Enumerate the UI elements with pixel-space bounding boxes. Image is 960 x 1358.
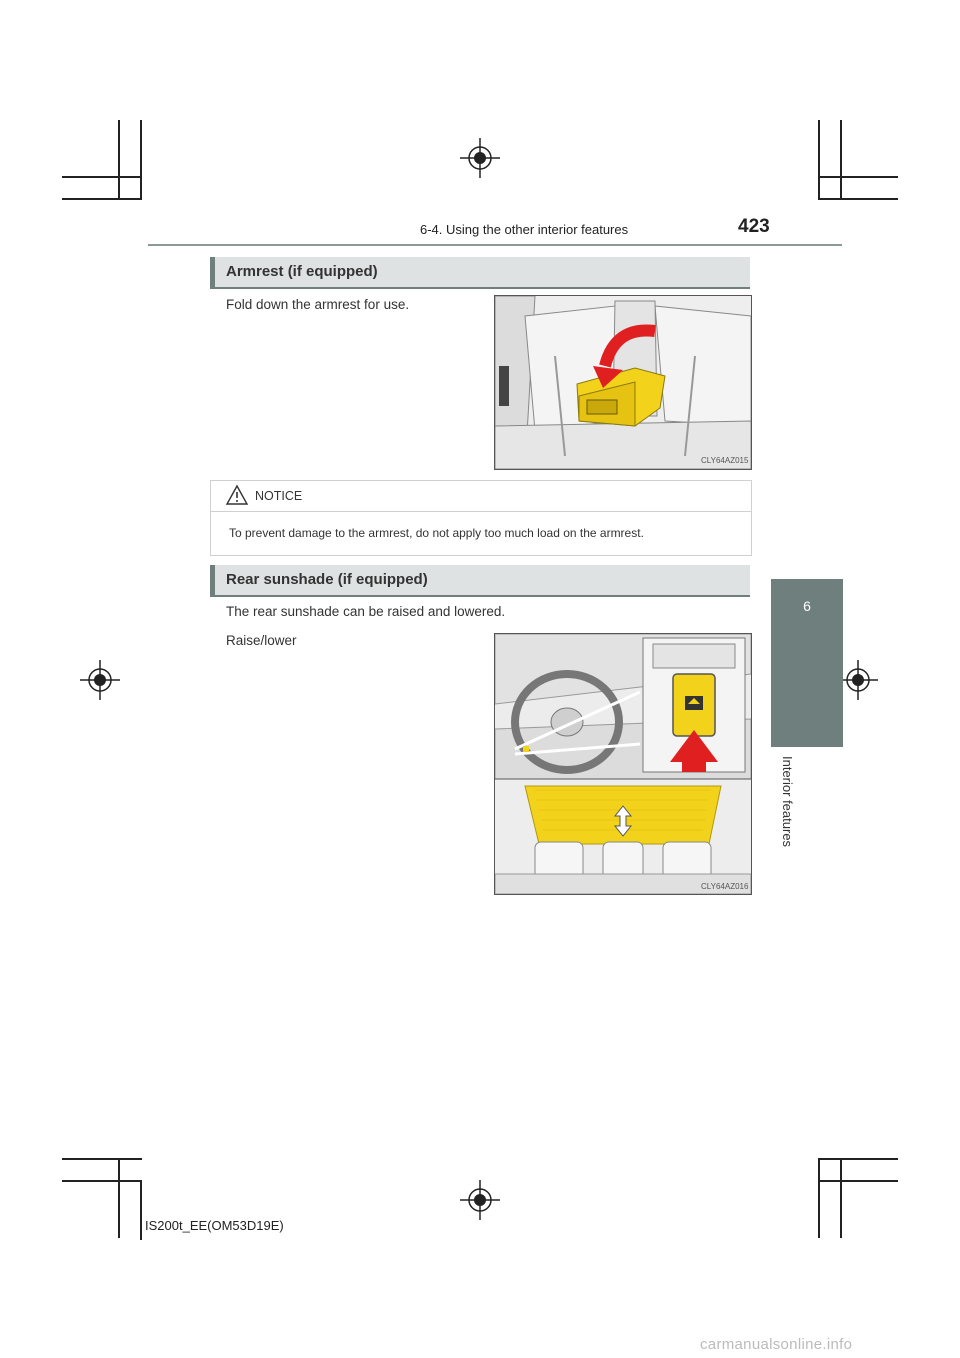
crop-mark bbox=[118, 120, 120, 200]
sunshade-figure-code: CLY64AZ016 bbox=[701, 882, 749, 891]
notice-message: To prevent damage to the armrest, do not apply too much load on the armrest. bbox=[229, 526, 644, 540]
crop-mark bbox=[62, 176, 142, 178]
page-number: 423 bbox=[738, 216, 770, 237]
chapter-label: Interior features bbox=[780, 756, 795, 848]
model-code: IS200t_EE(OM53D19E) bbox=[145, 1218, 284, 1233]
armrest-figure-code: CLY64AZ015 bbox=[701, 456, 749, 465]
sunshade-description: The rear sunshade can be raised and lowered. bbox=[226, 604, 506, 619]
sunshade-section-heading bbox=[210, 565, 750, 597]
crop-mark bbox=[818, 176, 898, 178]
crop-mark bbox=[62, 1180, 142, 1182]
sunshade-illustration bbox=[494, 633, 752, 895]
crop-mark bbox=[62, 1158, 142, 1160]
heading-accent-bar bbox=[210, 565, 215, 597]
crop-mark bbox=[818, 1158, 898, 1160]
notice-header bbox=[211, 481, 751, 512]
heading-accent-bar bbox=[210, 257, 215, 289]
header-divider bbox=[148, 244, 842, 246]
crop-mark bbox=[840, 1158, 842, 1238]
registration-mark-icon bbox=[838, 660, 878, 700]
registration-mark-icon bbox=[80, 660, 120, 700]
crop-mark bbox=[62, 198, 142, 200]
sunshade-drawing bbox=[495, 634, 751, 894]
crop-mark bbox=[818, 120, 820, 200]
armrest-instruction: Fold down the armrest for use. bbox=[226, 297, 410, 312]
notice-label: NOTICE bbox=[255, 489, 303, 503]
crop-mark bbox=[118, 1158, 120, 1238]
chapter-number: 6 bbox=[803, 598, 811, 614]
notice-box bbox=[210, 480, 752, 556]
armrest-illustration bbox=[494, 295, 752, 470]
crop-mark bbox=[140, 120, 142, 200]
sunshade-heading-text: Rear sunshade (if equipped) bbox=[226, 571, 428, 588]
registration-mark-icon bbox=[460, 138, 500, 178]
section-title: 6-4. Using the other interior features bbox=[420, 222, 629, 237]
chapter-label-container bbox=[779, 756, 799, 866]
armrest-heading-text: Armrest (if equipped) bbox=[226, 263, 378, 280]
sunshade-action-label: Raise/lower bbox=[226, 633, 297, 648]
watermark: carmanualsonline.info bbox=[700, 1336, 853, 1353]
warning-triangle-icon bbox=[225, 484, 249, 506]
crop-mark bbox=[818, 198, 898, 200]
crop-mark bbox=[140, 1180, 142, 1240]
registration-mark-icon bbox=[460, 1180, 500, 1220]
crop-mark bbox=[818, 1180, 898, 1182]
crop-mark bbox=[840, 120, 842, 200]
armrest-section-heading bbox=[210, 257, 750, 289]
armrest-drawing bbox=[495, 296, 751, 469]
crop-mark bbox=[818, 1158, 820, 1238]
